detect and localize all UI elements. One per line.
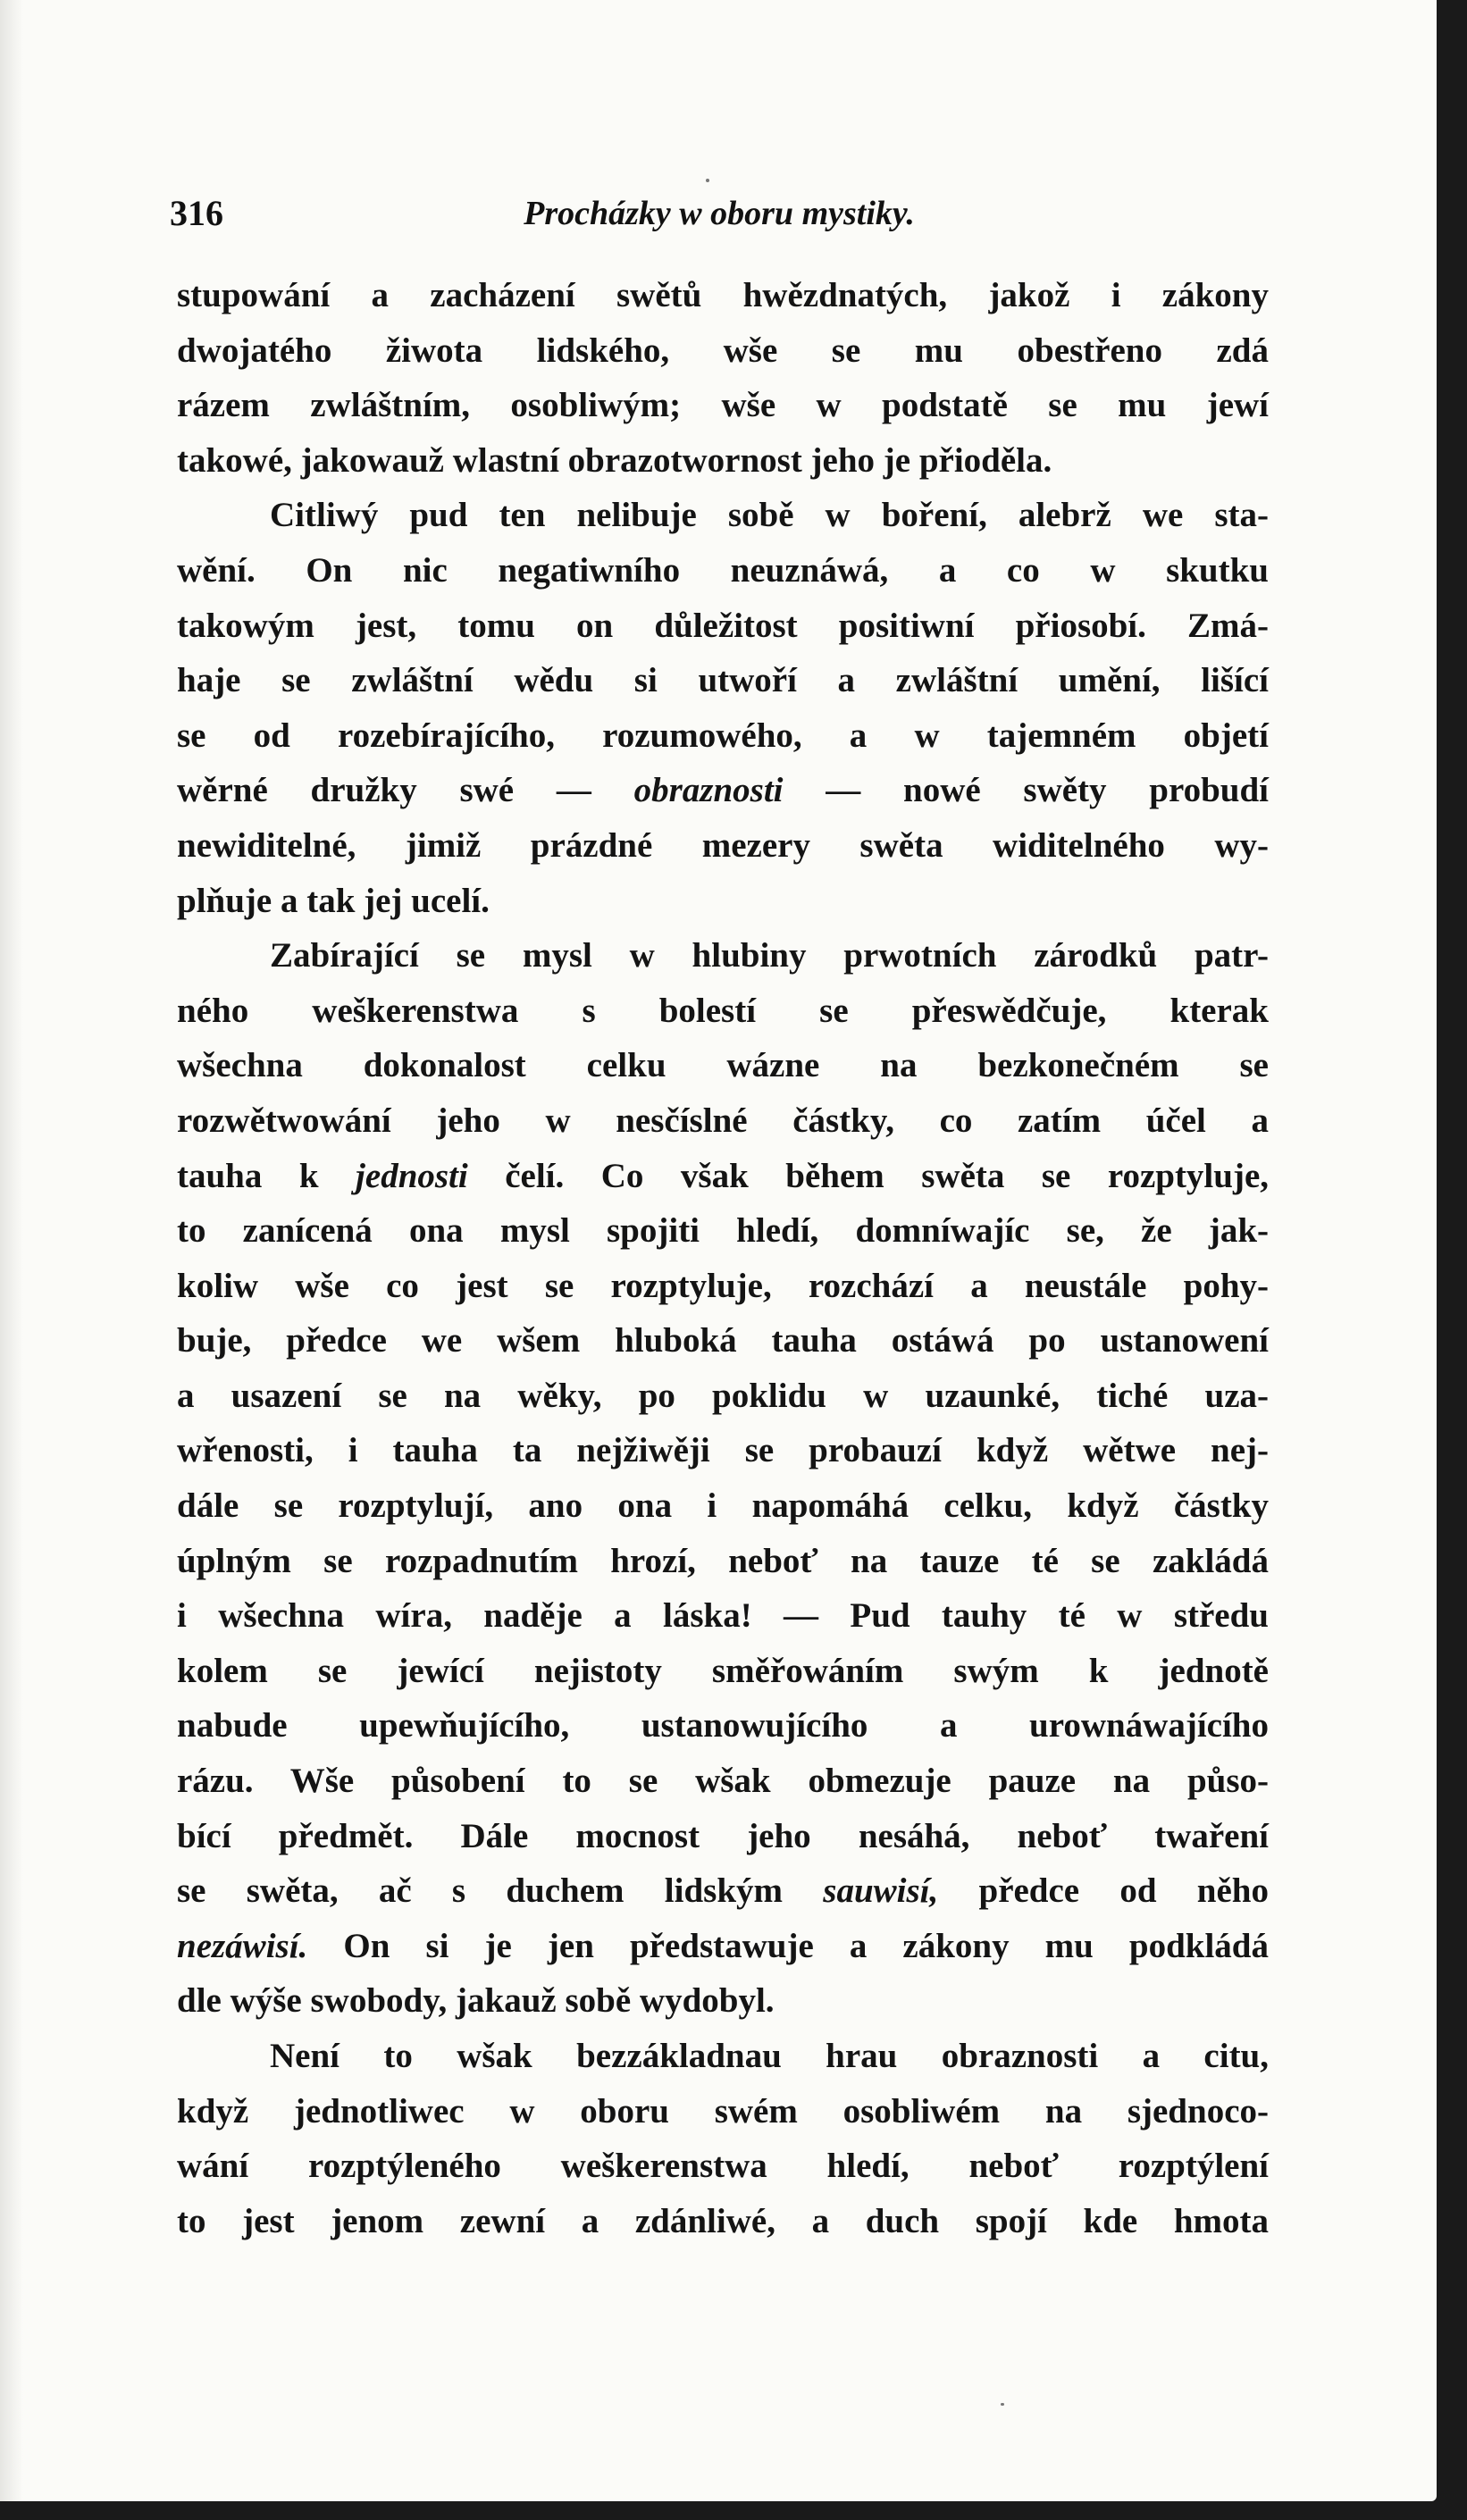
text-line [177,984,1269,1039]
text-segment: wání rozptýleného weškerenstwa hledí, neboť rozptýlení [177,2147,1269,2186]
text-segment: i wšechna wíra, naděje a láska! — Pud tauhy té w středu [177,1596,1269,1636]
text-line [177,2029,1269,2084]
running-title: Procházky w oboru mystiky. [524,195,915,232]
text-line [177,763,1269,818]
text-segment: — nowé swěty probudí [783,771,1269,810]
text-segment: to jest jenom zewní a zdánliwé, a duch spojí kde hmota [177,2201,1269,2240]
text-segment: rázem zwláštním, osobliwým; wše w podstatě se mu jewí [177,386,1269,425]
text-segment: takowým jest, tomu on důležitost positiwní přiosobí. Zmá- [177,606,1269,645]
text-segment: nabude upewňujícího, ustanowujícího a urownáwajícího [177,1706,1269,1746]
text-line [177,1588,1269,1644]
text-line [177,1754,1269,1809]
text-segment: se od rozebírajícího, rozumowého, a w tajemném objetí [177,716,1269,755]
text-segment: rozwětwowání jeho w nesčíslné částky, co zatím účel a [177,1101,1269,1140]
text-segment: to zanícená ona mysl spojiti hledí, domníwajíc se, že jak- [177,1211,1269,1251]
text-segment: rázu. Wše působení to se wšak obmezuje pauze na půso- [177,1762,1269,1801]
text-segment: tauha k [177,1156,356,1195]
text-segment: stupowání a zacházení swětů hwězdnatých, jakož i zákony [177,276,1269,314]
text-segment: kolem se jewící nejistoty směřowáním swým k jednotě [177,1651,1269,1690]
text-line [177,928,1269,984]
body-text [177,268,1269,2248]
text-segment: Zabírající se mysl w hlubiny prwotních zárodků patr- [270,936,1269,975]
text-segment: On si je jen předstawuje a zákony mu podkládá [307,1926,1269,1965]
text-segment: dle wýše swobody, jakauž sobě wydobyl. [177,1981,775,2021]
text-line [177,1038,1269,1093]
text-line [177,1259,1269,1314]
text-line [177,2194,1269,2249]
text-line [177,818,1269,874]
text-line [177,1809,1269,1864]
text-segment: dále se rozptylují, ano ona i napomáhá celku, když částky [177,1486,1269,1526]
text-line [177,1534,1269,1589]
text-line [177,433,1269,489]
text-line [177,708,1269,764]
paper-speck [1001,2403,1004,2406]
text-segment: takowé, jakowauž wlastní obrazotwornost jeho je přioděla. [177,440,1052,480]
text-line [177,378,1269,433]
text-line [177,1478,1269,1534]
text-line [177,599,1269,654]
emphasized-text: nezáwisí. [177,1926,308,1965]
text-segment: haje se zwláštní wědu si utwoří a zwláštní umění, lišící [177,661,1269,700]
text-segment: předce od něho [938,1871,1269,1911]
page-header [170,192,1269,237]
text-line [177,1973,1269,2029]
page-number: 316 [170,193,223,233]
text-segment: newiditelné, jimiž prázdné mezery swěta widitelného wy- [177,825,1269,865]
text-line [177,1423,1269,1478]
text-line [177,1313,1269,1369]
text-segment: plňuje a tak jej ucelí. [177,881,490,920]
emphasized-text: jednosti [356,1156,468,1195]
text-line [177,488,1269,543]
text-segment: wěrné družky swé — [177,771,634,810]
text-segment: se swěta, ač s duchem lidským [177,1871,824,1911]
page-edge-shadow [0,0,23,2501]
text-line [177,1863,1269,1919]
emphasized-text: sauwisí, [823,1871,939,1911]
text-segment: buje, předce we wšem hluboká tauha ostáwá po ustanowení [177,1321,1269,1360]
text-segment: když jednotliwec w oboru swém osobliwém na sjednoco- [177,2091,1269,2131]
text-line [177,543,1269,599]
text-line [177,1369,1269,1424]
text-line [177,1149,1269,1204]
text-segment: bící předmět. Dále mocnost jeho nesáhá, neboť twaření [177,1816,1269,1855]
text-segment: Citliwý pud ten nelibuje sobě w boření, alebrž we sta- [270,496,1269,535]
text-line [177,1093,1269,1149]
text-line [177,268,1269,323]
text-segment: Není to wšak bezzákladnau hrau obraznosti a citu, [270,2037,1269,2075]
text-segment: a usazení se na wěky, po poklidu w uzaunké, tiché uza- [177,1376,1269,1415]
text-line [177,1644,1269,1699]
text-line [177,874,1269,929]
paper-speck [706,179,709,182]
text-line [177,2084,1269,2139]
emphasized-text: obraznosti [633,771,784,810]
text-line [177,1919,1269,1974]
text-segment: wšechna dokonalost celku wázne na bezkonečném se [177,1046,1269,1085]
text-segment: wění. On nic negatiwního neuznáwá, a co w skutku [177,550,1269,590]
text-segment: wřenosti, i tauha ta nejžiwěji se probauzí když wětwe nej- [177,1431,1269,1470]
text-segment: čelí. Co však během swěta se rozptyluje, [467,1156,1270,1195]
text-line [177,653,1269,708]
text-segment: dwojatého žiwota lidského, wše se mu obestřeno zdá [177,331,1269,370]
text-segment: koliw wše co jest se rozptyluje, rozchází a neustále pohy- [177,1266,1269,1305]
text-segment: úplným se rozpadnutím hrozí, neboť na tauze té se zakládá [177,1541,1269,1580]
text-segment: ného weškerenstwa s bolestí se přeswědčuje, kterak [177,991,1269,1030]
text-line [177,2139,1269,2194]
text-line [177,1203,1269,1259]
text-line [177,1698,1269,1754]
text-line [177,323,1269,379]
